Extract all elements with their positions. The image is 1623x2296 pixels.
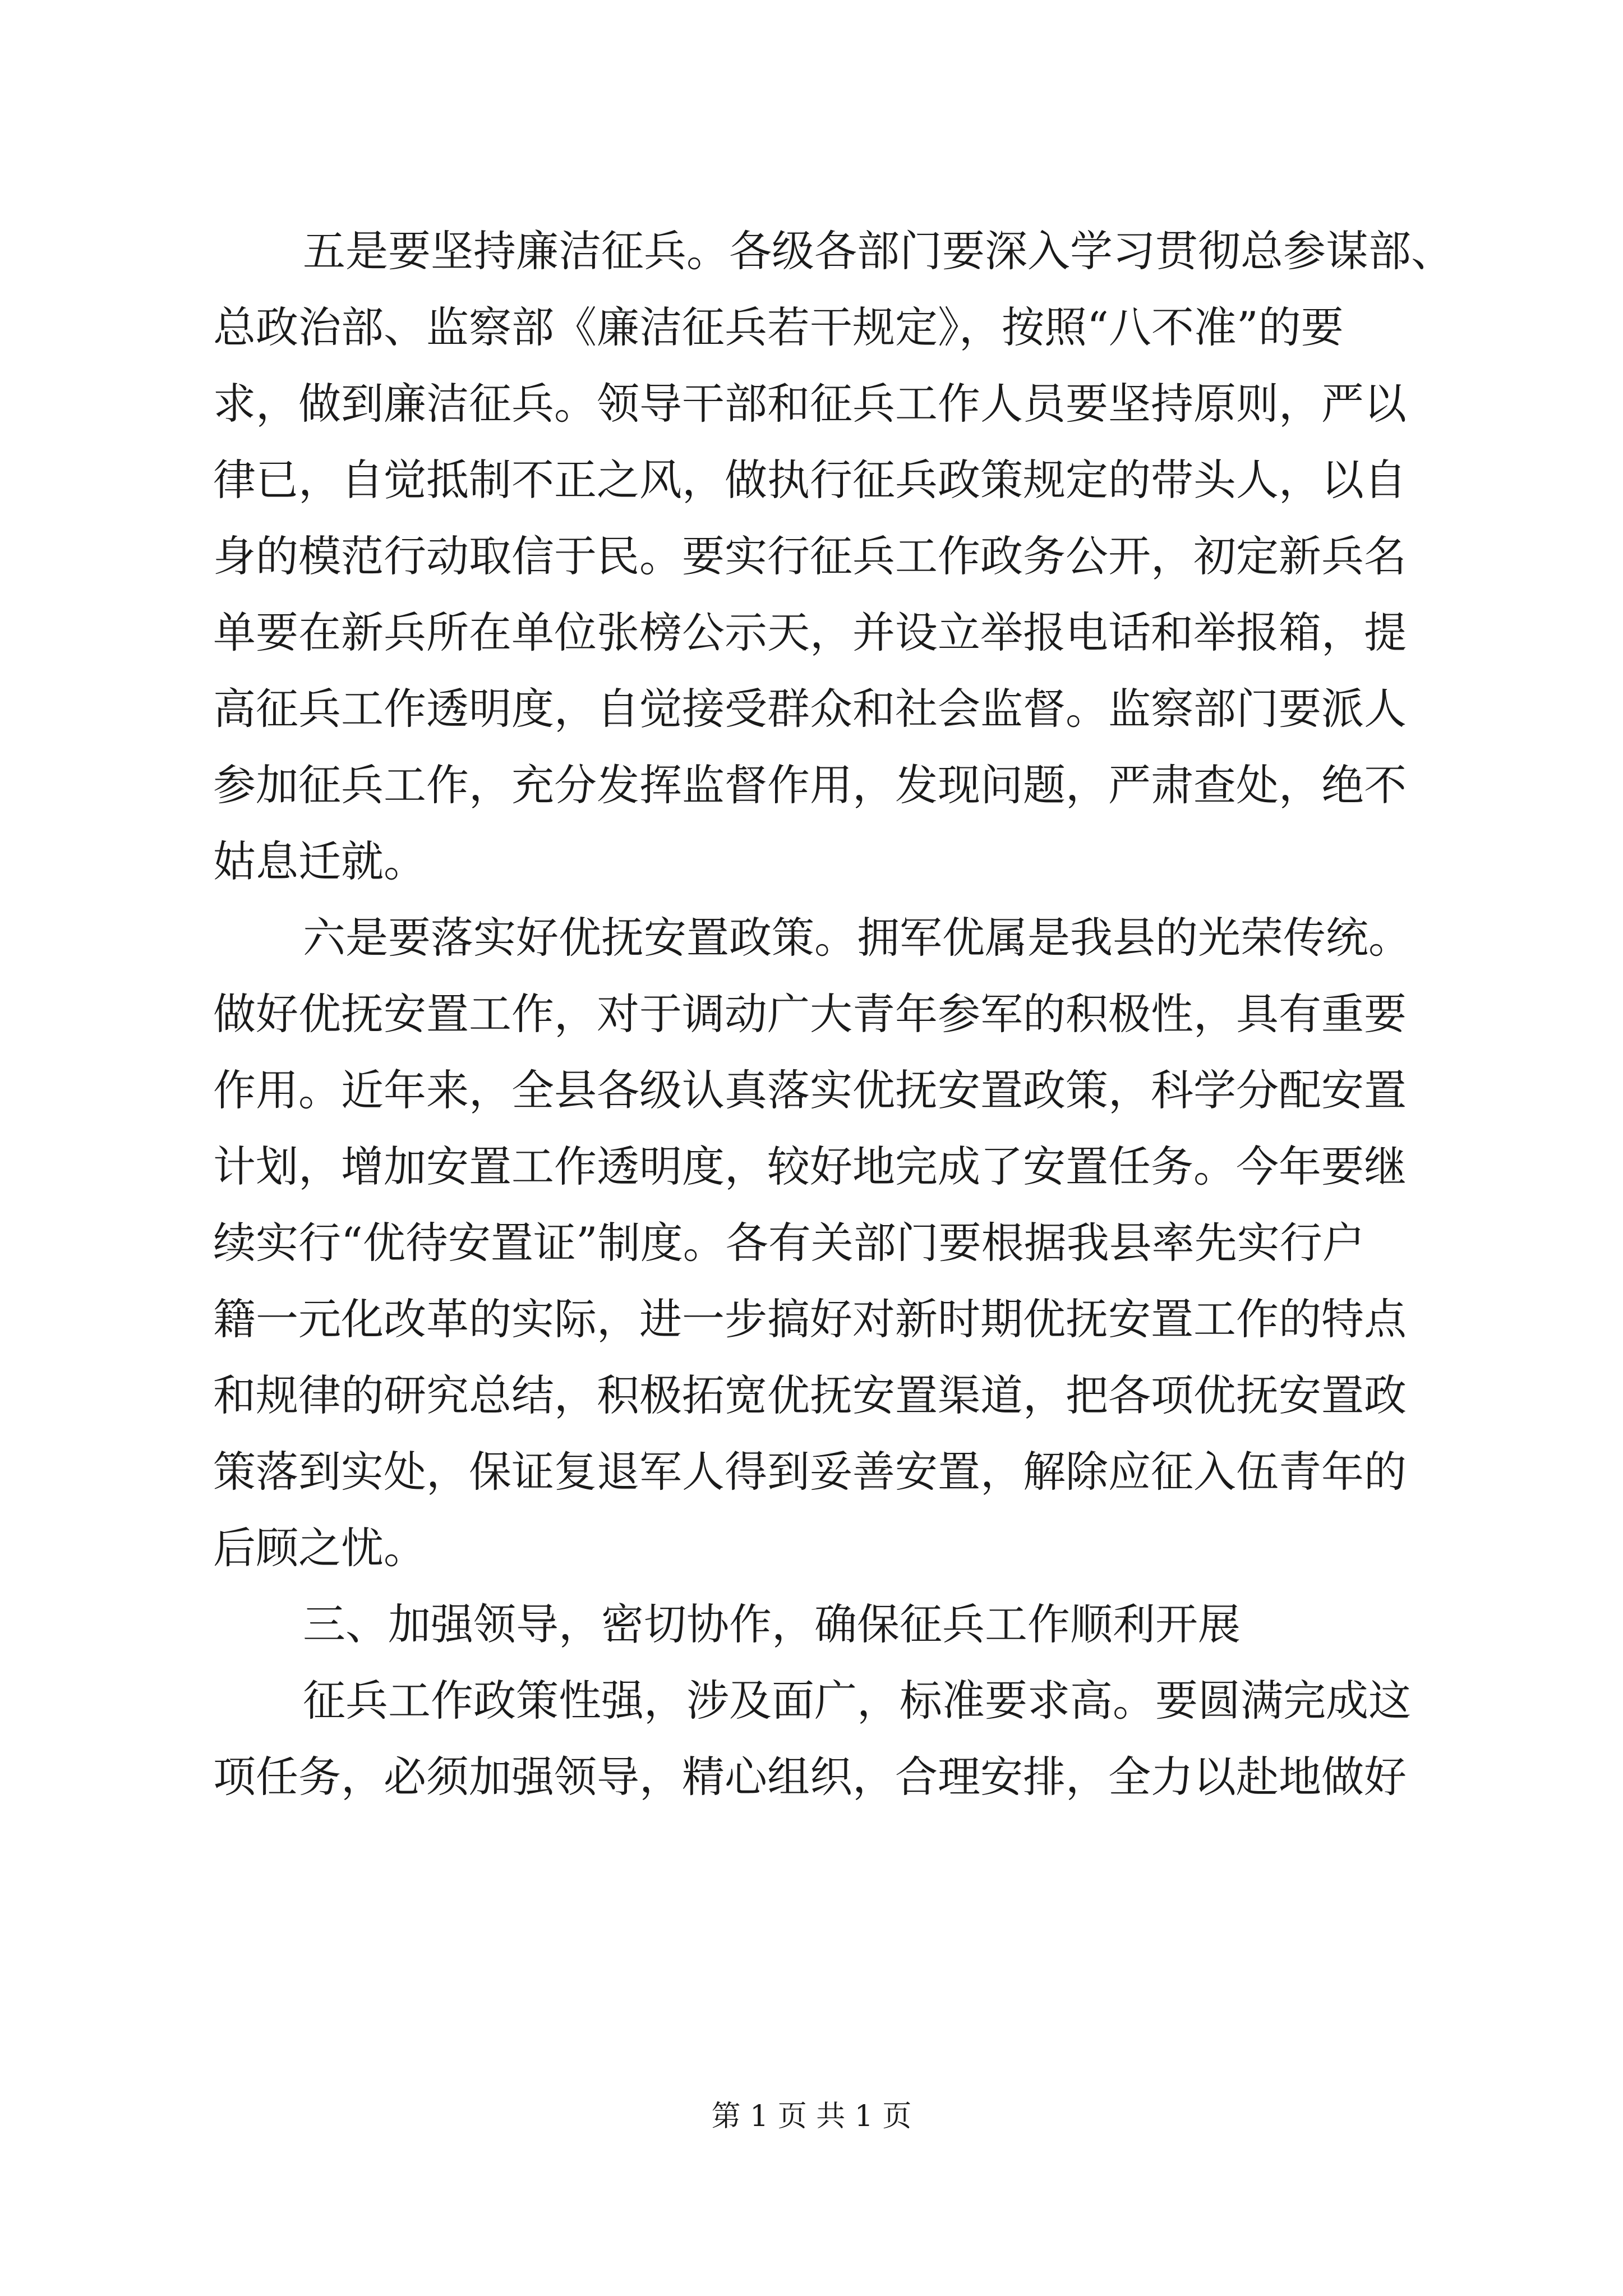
paragraph-3-line-1: 征兵工作政策性强，涉及面广，标准要求高。要圆满完成这 (303, 1676, 1411, 1726)
section-heading: 三、加强领导，密切协作，确保征兵工作顺利开展 (303, 1599, 1241, 1649)
paragraph-2-line-8: 策落到实处，保证复退军人得到妥善安置，解除应征入伍青年的 (213, 1447, 1407, 1497)
paragraph-2-line-9: 后顾之忧。 (213, 1523, 426, 1573)
paragraph-1-line-4: 律已，自觉抵制不正之风，做执行征兵政策规定的带头人，以自 (213, 455, 1407, 505)
page-number-label: 第 1 页 共 1 页 (711, 2100, 912, 2133)
paragraph-1-line-6: 单要在新兵所在单位张榜公示天，并设立举报电话和举报箱，提 (213, 608, 1407, 657)
paragraph-1-line-8: 参加征兵工作，充分发挥监督作用，发现问题，严肃查处，绝不 (213, 760, 1407, 810)
paragraph-3-line-2: 项任务，必须加强领导，精心组织，合理安排，全力以赴地做好 (213, 1752, 1407, 1802)
paragraph-1-line-7: 高征兵工作透明度，自觉接受群众和社会监督。监察部门要派人 (213, 684, 1407, 734)
paragraph-2-line-2: 做好优抚安置工作，对于调动广大青年参军的积极性，具有重要 (213, 989, 1407, 1039)
paragraph-2-line-3: 作用。近年来，全县各级认真落实优抚安置政策，科学分配安置 (213, 1065, 1407, 1115)
document-body (213, 213, 1454, 1815)
paragraph-1-line-1: 五是要坚持廉洁征兵。各级各部门要深入学习贯彻总参谋部、 (303, 226, 1454, 276)
paragraph-2-line-5: 续实行“优待安置证”制度。各有关部门要根据我县率先实行户 (213, 1218, 1365, 1268)
paragraph-2-line-1: 六是要落实好优抚安置政策。拥军优属是我县的光荣传统。 (303, 913, 1411, 963)
paragraph-2-line-6: 籍一元化改革的实际，进一步搞好对新时期优抚安置工作的特点 (213, 1294, 1407, 1344)
paragraph-1-line-3: 求，做到廉洁征兵。领导干部和征兵工作人员要坚持原则，严以 (213, 379, 1407, 429)
paragraph-1-line-5: 身的模范行动取信于民。要实行征兵工作政务公开，初定新兵名 (213, 531, 1407, 581)
paragraph-1-line-2: 总政治部、监察部《廉洁征兵若干规定》，按照“八不准”的要 (213, 302, 1344, 352)
page-footer (0, 2097, 1623, 2136)
paragraph-2-line-4: 计划，增加安置工作透明度，较好地完成了安置任务。今年要继 (213, 1142, 1407, 1191)
paragraph-1-line-9: 姑息迁就。 (213, 836, 426, 886)
paragraph-2-line-7: 和规律的研究总结，积极拓宽优抚安置渠道，把各项优抚安置政 (213, 1370, 1407, 1420)
